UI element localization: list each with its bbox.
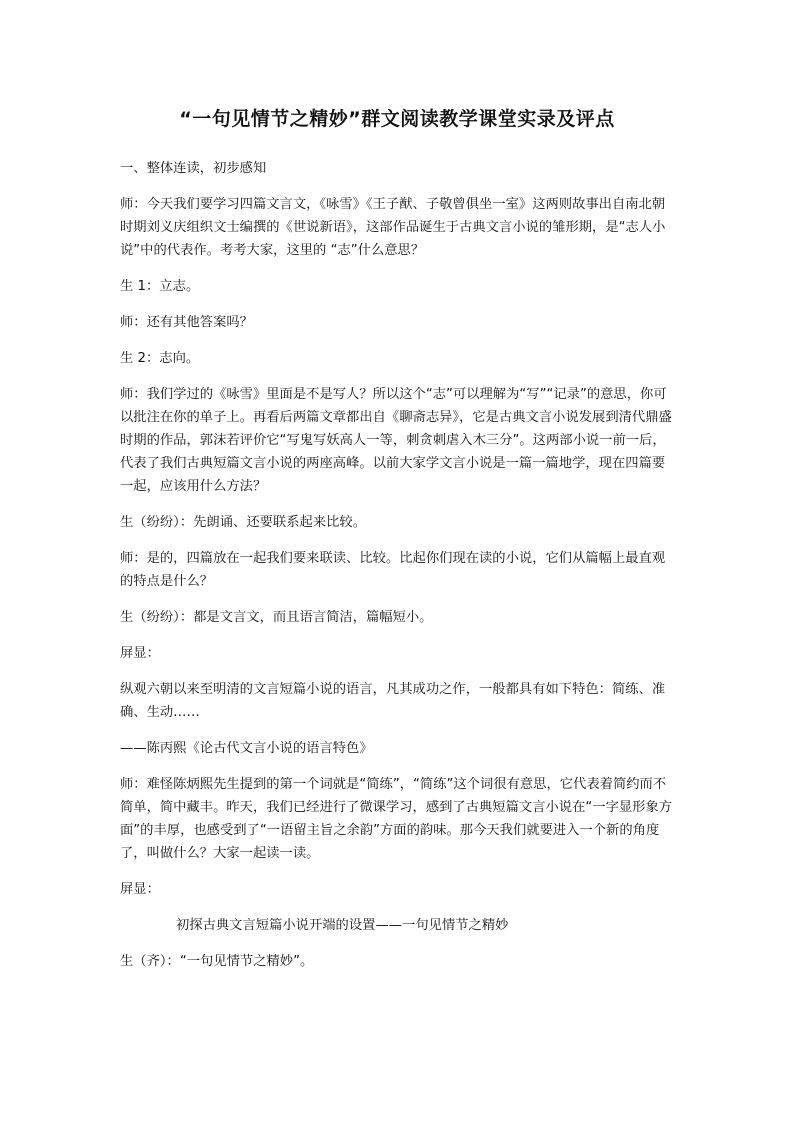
- paragraph: 屏显：: [120, 882, 160, 897]
- document-title: “一句见情节之精妙”群文阅读教学课堂实录及评点: [179, 108, 615, 130]
- paragraph: 师：还有其他答案吗？: [120, 315, 253, 330]
- paragraph: 屏显：: [120, 646, 160, 661]
- paragraph: 生（纷纷）：先朗诵、还要联系起来比较。: [120, 515, 366, 530]
- paragraph: 初探古典文言短篇小说开端的设置——一句见情节之精妙: [176, 918, 509, 933]
- paragraph: 师：我们学过的《咏雪》里面是不是写人？所以这个“志”可以理解为“写”“记录”的意思，你可以批注在你的单子上。再看后两篇文章都出自《聊斋志异》，它是古典文言小说发展到清代鼎盛时期的作品，郭沫若评价它“写鬼写妖高人一等，刺贪刺虐入木三分”。这两部小说一前一后，代表了我们古典短篇文言小说的两座高峰。以前大家学文言小说是一篇一篇地学，现在四篇要一起，应该用什么方法？: [120, 387, 672, 494]
- paragraph: 生（纷纷）：都是文言文，而且语言简洁，篇幅短小。: [120, 610, 433, 625]
- paragraph: 纵观六朝以来至明清的文言短篇小说的语言，凡其成功之作，一般都具有如下特色：简练、准确、生动……: [120, 682, 666, 720]
- paragraph: 师：是的，四篇放在一起我们要来联读、比较。比起你们现在读的小说，它们从篇幅上最直观的特点是什么？: [120, 551, 666, 589]
- paragraph: 师：今天我们要学习四篇文言文，《咏雪》《王子猷、子敬曾俱坐一室》这两则故事出自南北朝时期刘义庆组织文士编撰的《世说新语》，这部作品诞生于古典文言小说的雏形期，是“志人小说”中的代表作。考考大家，这里的 “志”什么意思？: [120, 197, 666, 258]
- paragraph: 生 1：立志。: [120, 279, 200, 294]
- paragraph: ——陈丙熙《论古代文言小说的语言特色》: [120, 741, 373, 756]
- paragraph: 生（齐）：“一句见情节之精妙”。: [120, 954, 314, 969]
- paragraph: 师：难怪陈炳熙先生提到的第一个词就是“简练”，“简练”这个词很有意思，它代表着简约而不简单，简中藏丰。昨天，我们已经进行了微课学习，感到了古典短篇文言小说在“一字显形象方面”的丰厚，也感受到了“一语留主旨之余韵”方面的韵味。那今天我们就要进入一个新的角度了，叫做什么？大家一起读一读。: [120, 777, 673, 861]
- document-body: [120, 157, 674, 973]
- paragraph: 一、整体连读，初步感知: [120, 161, 267, 176]
- paragraph: 生 2：志向。: [120, 351, 200, 366]
